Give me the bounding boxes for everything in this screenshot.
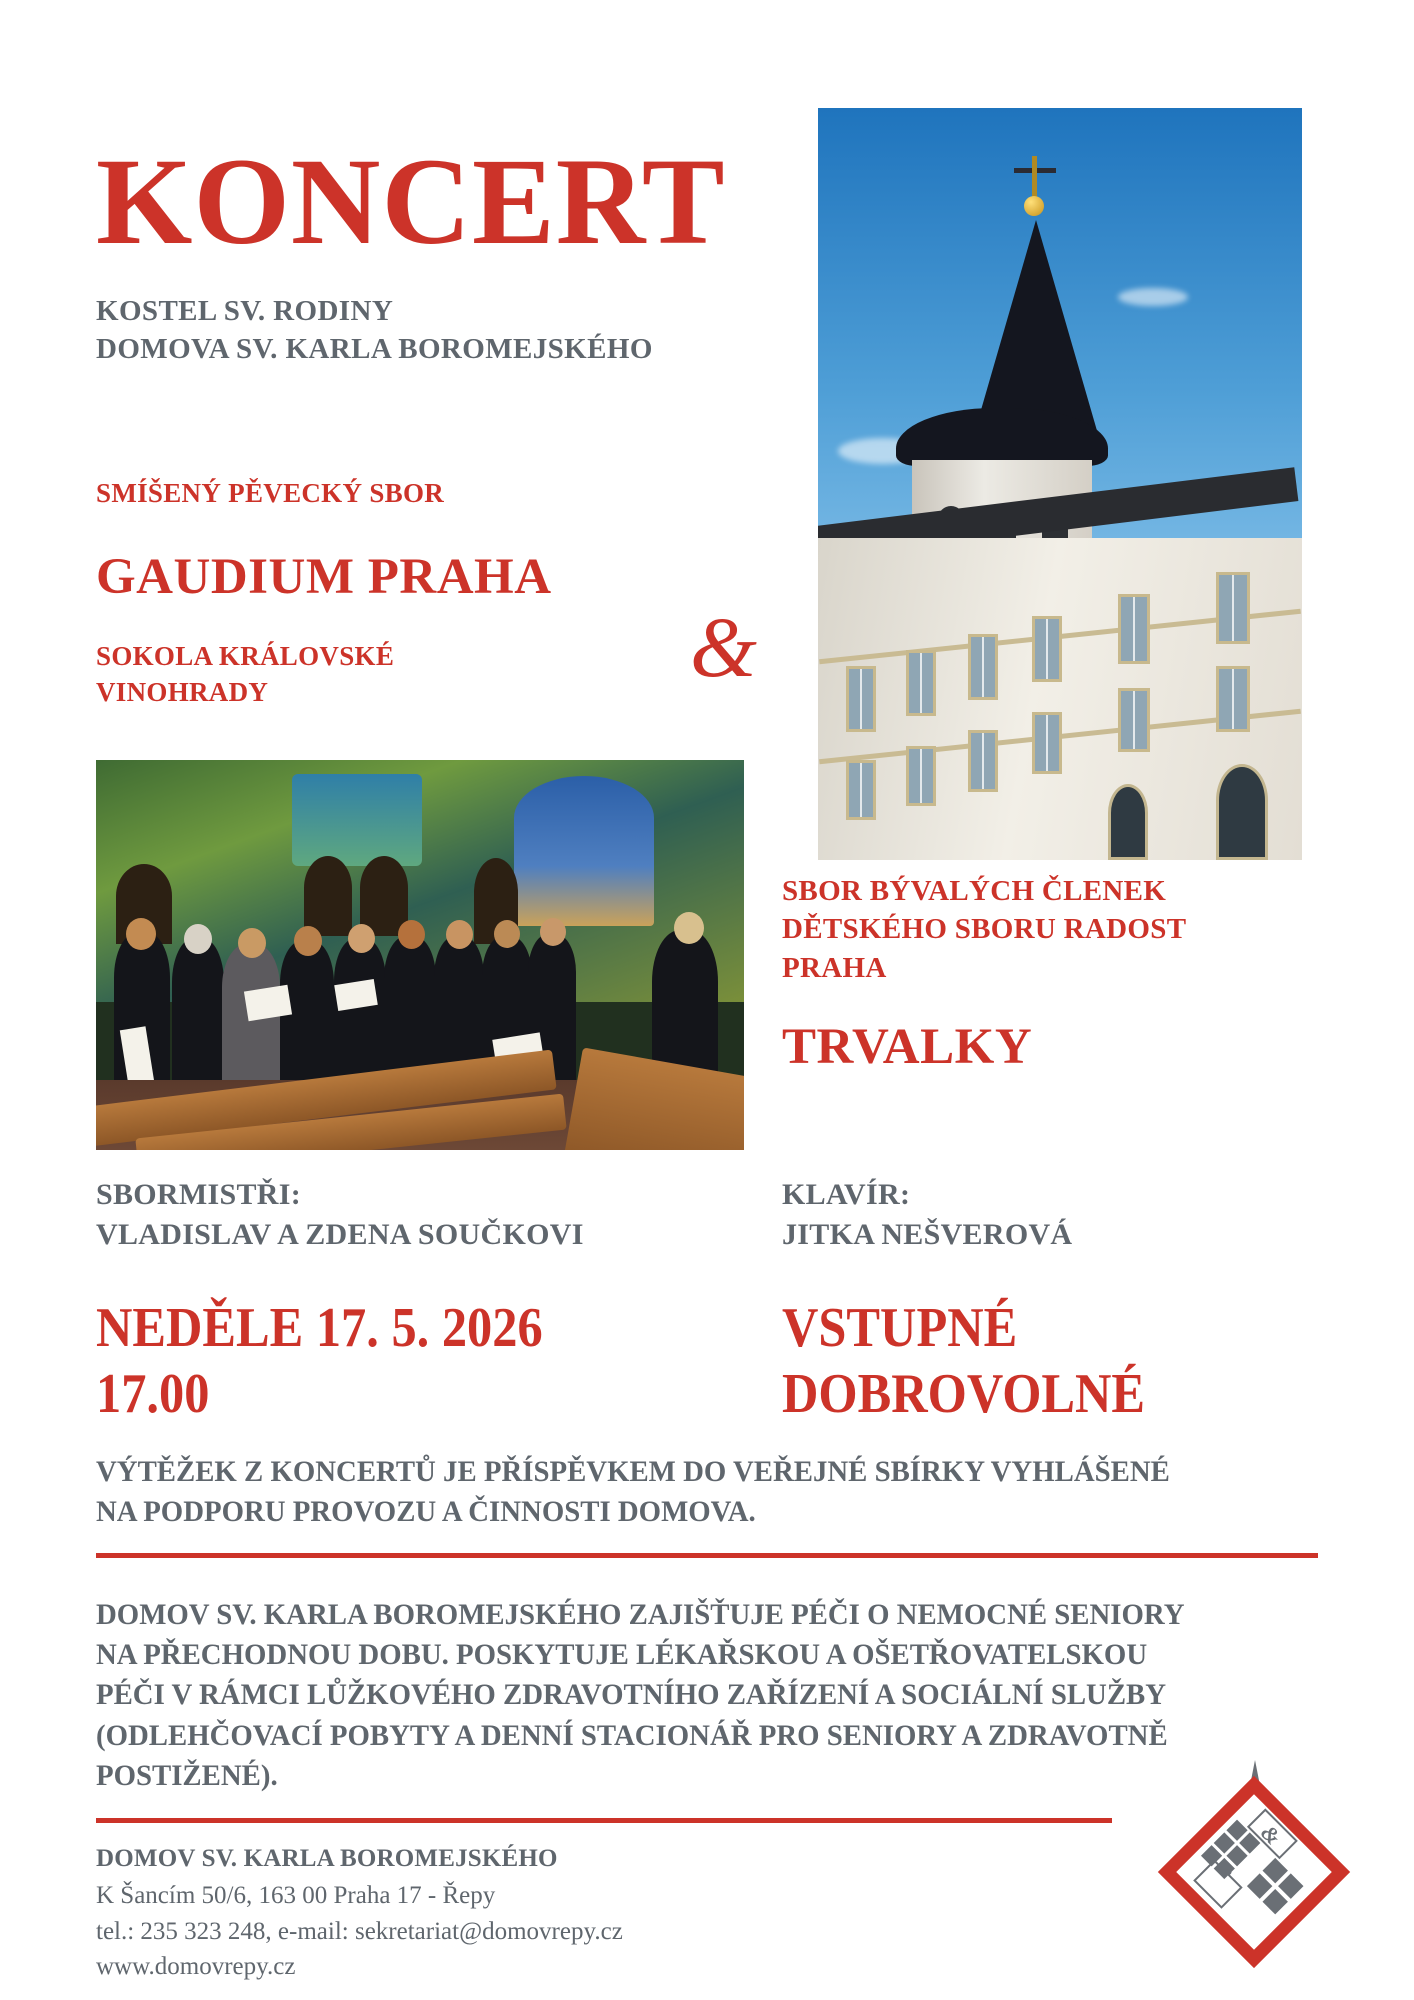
church-exterior-photo — [818, 108, 1302, 860]
admission-block — [782, 1295, 1145, 1427]
about-line-3: PÉČI V RÁMCI LŮŽKOVÉHO ZDRAVOTNÍHO ZAŘÍZENÍ A SOCIÁLNÍ SLUŽBY — [96, 1678, 1167, 1712]
footer-organization: DOMOV SV. KARLA BOROMEJSKÉHO — [96, 1845, 558, 1872]
choir-right-kicker-line-3: PRAHA — [782, 951, 887, 984]
choir-singer-head — [294, 926, 322, 956]
window — [906, 746, 936, 806]
venue-line-1: KOSTEL SV. RODINY — [96, 295, 394, 327]
proceeds-note — [96, 1452, 1334, 1532]
window — [906, 650, 936, 716]
choir-singer-head — [494, 920, 520, 948]
footer-website[interactable]: www.domovrepy.cz — [96, 1953, 296, 1980]
fresco-mural — [292, 774, 422, 866]
event-datetime — [96, 1295, 543, 1427]
window — [1118, 594, 1150, 664]
logo-ampersand-icon: & — [1256, 1819, 1286, 1850]
about-line-5: POSTIŽENÉ). — [96, 1758, 278, 1792]
choir-singer-head — [398, 920, 425, 949]
divider-top — [96, 1553, 1318, 1558]
logo-inner-field — [1176, 1794, 1332, 1950]
window — [1032, 616, 1062, 682]
church-arched-window — [1108, 784, 1148, 860]
venue-line-2: DOMOVA SV. KARLA BOROMEJSKÉHO — [96, 333, 653, 366]
about-note — [96, 1595, 1334, 1796]
about-line-1: DOMOV SV. KARLA BOROMEJSKÉHO ZAJIŠŤUJE PÉČI O NEMOCNÉ SENIORY — [96, 1598, 1185, 1631]
window — [1216, 666, 1250, 732]
conductor-head — [674, 912, 704, 944]
admission-value: DOBROVOLNÉ — [782, 1363, 1146, 1426]
choir-singer-head — [184, 924, 212, 954]
ampersand-ornament: & — [690, 599, 757, 695]
gold-orb — [1024, 196, 1044, 216]
choir-singer-head — [238, 928, 266, 958]
footer-phone-email: tel.: 235 323 248, e-mail: sekretariat@domovrepy.cz — [96, 1917, 623, 1945]
organization-logo — [1172, 1758, 1336, 1954]
choir-singer-head — [540, 918, 566, 946]
window — [968, 634, 998, 700]
choir-left-name: GAUDIUM PRAHA — [96, 549, 552, 605]
choir-right-kicker — [782, 872, 1186, 987]
choir-right-name: TRVALKY — [782, 1019, 1033, 1075]
proceeds-line-2: NA PODPORU PROVOZU A ČINNOSTI DOMOVA. — [96, 1495, 756, 1529]
choir-left-sub-line-2: VINOHRADY — [96, 677, 269, 708]
proceeds-line-1: VÝTĚŽEK Z KONCERTŮ JE PŘÍSPĚVKEM DO VEŘEJNÉ SBÍRKY VYHLÁŠENÉ — [96, 1455, 1170, 1488]
choir-singer-head — [446, 920, 473, 949]
about-line-2: NA PŘECHODNOU DOBU. POSKYTUJE LÉKAŘSKOU A OŠETŘOVATELSKOU — [96, 1638, 1148, 1672]
event-date: NEDĚLE 17. 5. 2026 — [96, 1297, 543, 1359]
footer-address: K Šancím 50/6, 163 00 Praha 17 - Řepy — [96, 1882, 496, 1909]
choir-right-kicker-line-1: SBOR BÝVALÝCH ČLENEK — [782, 875, 1167, 907]
piano-label: KLAVÍR: — [782, 1178, 911, 1211]
window — [846, 666, 876, 732]
page-title: KONCERT — [96, 133, 726, 270]
window — [1032, 712, 1062, 774]
church-arched-window — [1216, 764, 1268, 860]
choir-performance-photo — [96, 760, 744, 1150]
event-time: 17.00 — [96, 1363, 210, 1426]
choir-left-sub-line-1: SOKOLA KRÁLOVSKÉ — [96, 641, 395, 671]
choir-singer-head — [126, 918, 156, 950]
choir-singer-head — [348, 924, 375, 953]
piano-value: JITKA NEŠVEROVÁ — [782, 1217, 1073, 1251]
piano-credit — [782, 1175, 1072, 1254]
choir-left-subtitle — [96, 638, 394, 711]
church-archway — [304, 856, 352, 936]
fresco-mural — [514, 776, 654, 926]
window — [1118, 688, 1150, 752]
choir-left-kicker: SMÍŠENÝ PĚVECKÝ SBOR — [96, 478, 445, 508]
choir-right-kicker-line-2: DĚTSKÉHO SBORU RADOST — [782, 913, 1187, 946]
admission-label: VSTUPNÉ — [782, 1297, 1018, 1359]
logo-frame-icon — [1193, 1859, 1242, 1908]
conductors-value: VLADISLAV A ZDENA SOUČKOVI — [96, 1217, 584, 1251]
divider-bottom — [96, 1818, 1112, 1823]
about-line-4: (ODLEHČOVACÍ POBYTY A DENNÍ STACIONÁŘ PRO SENIORY A ZDRAVOTNĚ — [96, 1718, 1168, 1752]
window — [846, 760, 876, 820]
conductors-label: SBORMISTŘI: — [96, 1178, 302, 1211]
building-facade — [818, 538, 1302, 860]
conductors-credit — [96, 1175, 584, 1254]
window — [968, 730, 998, 792]
window — [1216, 572, 1250, 644]
cloud-icon — [1118, 288, 1188, 306]
footer-contact — [96, 1878, 623, 1985]
logo-diamond-icon — [1158, 1776, 1350, 1968]
venue-block — [96, 292, 653, 369]
